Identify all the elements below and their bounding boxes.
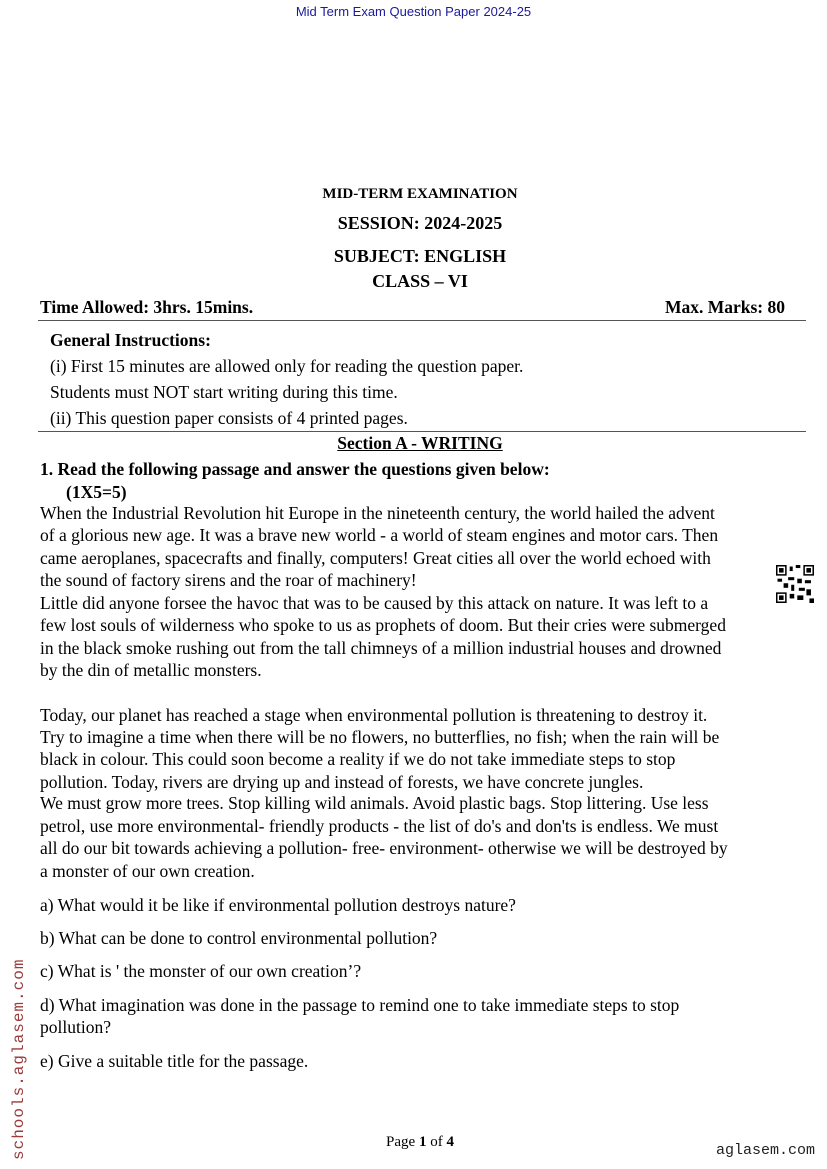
- passage-line: all do our bit towards achieving a pollution- free- environment- otherwise we will be destroyed by: [40, 838, 728, 858]
- session: SESSION: 2024-2025: [337, 213, 503, 233]
- passage-line: Today, our planet has reached a stage when environmental pollution is threatening to destroy it.: [40, 705, 708, 725]
- passage-line: came aeroplanes, spacecrafts and finally, computers! Great cities all over the world echoed with: [40, 548, 711, 568]
- max-marks: Max. Marks: 80: [664, 297, 785, 317]
- question-1-marks: (1X5=5): [66, 482, 127, 502]
- divider: [38, 431, 806, 432]
- sub-question: pollution?: [40, 1017, 111, 1037]
- question-1: 1. Read the following passage and answer the questions given below:: [40, 459, 550, 479]
- passage-line: We must grow more trees. Stop killing wild animals. Avoid plastic bags. Stop littering. Use less: [40, 793, 709, 813]
- instructions-title: General Instructions:: [50, 330, 211, 350]
- divider: [38, 320, 806, 321]
- page-total: 4: [446, 1134, 454, 1150]
- page-current: 1: [418, 1134, 427, 1150]
- passage-line: of a glorious new age. It was a brave new world - a world of steam engines and motor cars. Then: [40, 525, 719, 545]
- passage-line: Little did anyone forsee the havoc that was to be caused by this attack on nature. It was left to a: [40, 593, 709, 613]
- passage-line: by the din of metallic monsters.: [40, 660, 262, 680]
- side-watermark: schools.aglasem.com: [10, 958, 28, 1160]
- sub-question: a) What would it be like if environmental pollution destroys nature?: [40, 895, 516, 915]
- instruction-line: (i) First 15 minutes are allowed only for reading the question paper.: [50, 356, 524, 376]
- sub-question: d) What imagination was done in the passage to remind one to take immediate steps to stop: [40, 995, 680, 1015]
- page-header: Mid Term Exam Question Paper 2024-25: [295, 4, 532, 19]
- passage-line: petrol, use more environmental- friendly products - the list of do's and don'ts is endless. We must: [40, 816, 719, 836]
- passage-line: When the Industrial Revolution hit Europe in the nineteenth century, the world hailed the advent: [40, 503, 715, 523]
- passage-line: the sound of factory sirens and the roar of machinery!: [40, 570, 417, 590]
- page-number: [0, 1135, 827, 1150]
- section-heading: Section A - WRITING: [337, 433, 503, 453]
- qr-code-icon: [776, 565, 814, 603]
- passage-line: in the black smoke rushing out from the tall chimneys of a million industrial houses and drowned: [40, 638, 722, 658]
- exam-title: MID-TERM EXAMINATION: [322, 186, 518, 202]
- sub-question: e) Give a suitable title for the passage.: [40, 1051, 309, 1071]
- passage-line: pollution. Today, rivers are drying up and instead of forests, we have concrete jungles.: [40, 772, 644, 792]
- instruction-line: (ii) This question paper consists of 4 printed pages.: [50, 408, 408, 428]
- passage-line: few lost souls of wilderness who spoke to us as prophets of doom. But their cries were submerged: [40, 615, 726, 635]
- passage-line: a monster of our own creation.: [40, 861, 255, 881]
- footer-watermark: aglasem.com: [715, 1142, 815, 1159]
- page-of: of: [426, 1134, 447, 1150]
- instruction-line: Students must NOT start writing during this time.: [50, 382, 398, 402]
- page-prefix: Page: [386, 1134, 419, 1150]
- sub-question: c) What is ' the monster of our own creation’?: [40, 961, 362, 981]
- passage-line: black in colour. This could soon become a reality if we do not take immediate steps to stop: [40, 749, 676, 769]
- sub-question: b) What can be done to control environmental pollution?: [40, 928, 438, 948]
- passage-line: Try to imagine a time when there will be no flowers, no butterflies, no fish; when the rain will be: [40, 727, 720, 747]
- subject: SUBJECT: ENGLISH: [333, 246, 507, 266]
- time-allowed: Time Allowed: 3hrs. 15mins.: [40, 297, 254, 317]
- class: CLASS – VI: [372, 271, 468, 291]
